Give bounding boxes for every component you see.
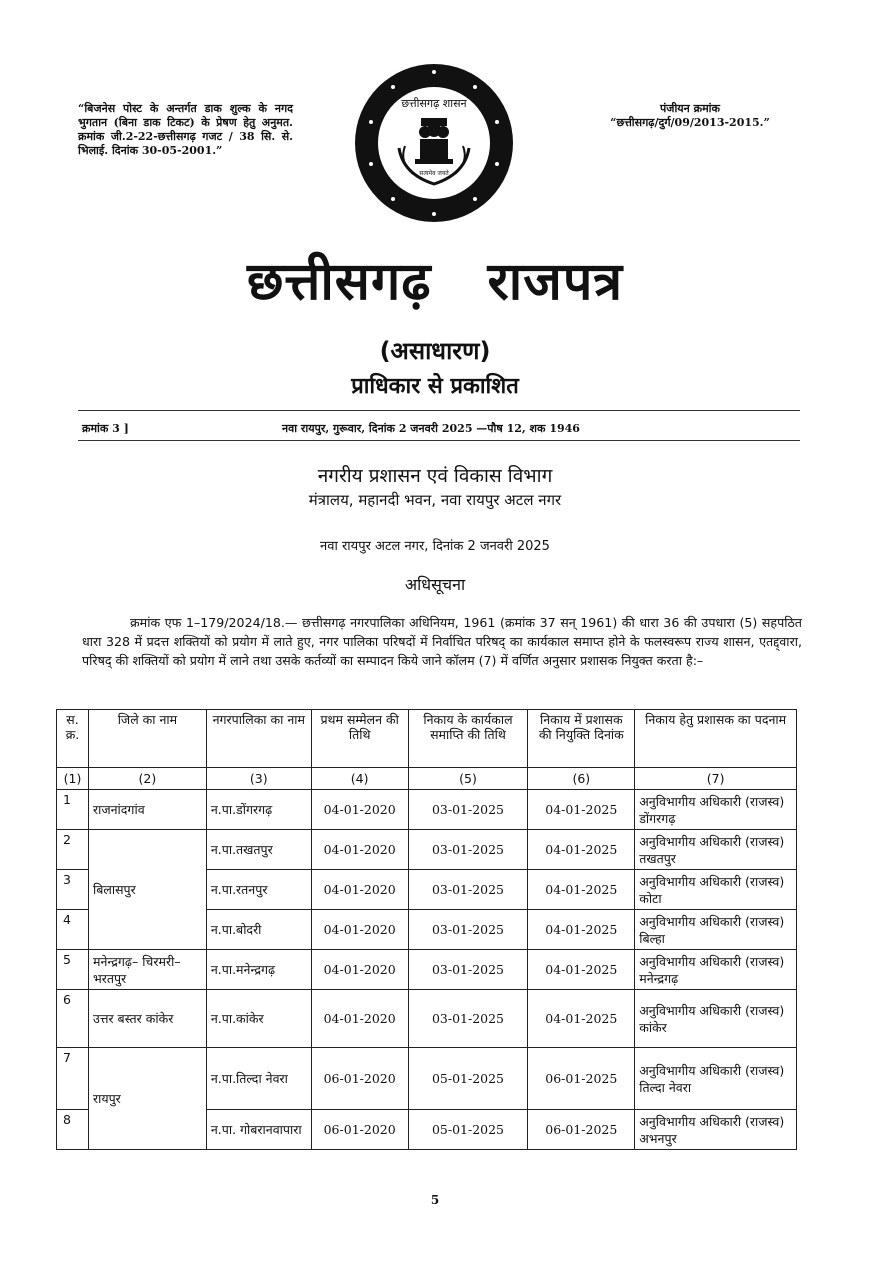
term-end-date: 05-01-2025 [408,1110,528,1150]
term-end-date: 03-01-2025 [408,830,528,870]
registration-label: पंजीयन क्रमांक [660,102,720,115]
municipality-name: न.पा.मनेन्द्रगढ़ [206,950,311,990]
appointment-date: 06-01-2025 [528,1048,635,1110]
administrator-designation: अनुविभागीय अधिकारी (राजस्व) तखतपुर [635,830,797,870]
municipality-name: न.पा.तखतपुर [206,830,311,870]
header-cell: निकाय हेतु प्रशासक का पदनाम [635,710,797,768]
administrator-designation: अनुविभागीय अधिकारी (राजस्व) बिल्हा [635,910,797,950]
administrator-designation: अनुविभागीय अधिकारी (राजस्व) मनेन्द्रगढ़ [635,950,797,990]
col-number: (1) [57,768,89,790]
serial-number: 3 [57,870,89,910]
serial-number: 1 [57,790,89,830]
table-row [57,990,797,1048]
district-name: उत्तर बस्तर कांकेर [88,990,206,1048]
appointment-date: 04-01-2025 [528,870,635,910]
issue-number: क्रमांक 3 ] [82,422,129,435]
notification-paragraph: क्रमांक एफ 1–179/2024/18.— छत्तीसगढ़ नगरपालिका अधिनियम, 1961 (क्रमांक 37 सन् 1961) की धारा 36 की उपधारा (5) सहपठित धारा 328 में प्रदत्त शक्तियों को प्रयोग में लाते हुए, नगर पालिका परिषदों में निर्वाचित परिषद् का कार्यकाल समाप्त होने के फलस्वरूप राज्य शासन, एतद्द्वारा, परिषद् की शक्तियों को प्रयोग में लाने तथा उसके कर्तव्यों का सम्पादन किये जाने कॉलम (7) में वर्णित अनुसार प्रशासक नियुक्त करता है:– [82,615,802,668]
divider [78,440,800,441]
appointment-date: 04-01-2025 [528,990,635,1048]
first-meeting-date: 04-01-2020 [311,830,408,870]
postal-permit-note: “बिजनेस पोस्ट के अन्तर्गत डाक शुल्क के नगद भुगतान (बिना डाक टिकट) के प्रेषण हेतु अनुमत. क्रमांक जी.2-22-छत्तीसगढ़ गजट / 38 सि. से. भिलाई. दिनांक 30-05-2001.” [78,102,293,157]
district-name: राजनांदगांव [88,790,206,830]
extraordinary-label: (असाधारण) [379,337,491,365]
administrator-designation: अनुविभागीय अधिकारी (राजस्व) कांकेर [635,990,797,1048]
serial-number: 5 [57,950,89,990]
first-meeting-date: 06-01-2020 [311,1048,408,1110]
state-seal-icon [353,62,515,224]
col-number: (4) [311,768,408,790]
first-meeting-date: 04-01-2020 [311,990,408,1048]
term-end-date: 03-01-2025 [408,950,528,990]
administrator-designation: अनुविभागीय अधिकारी (राजस्व) तिल्दा नेवरा [635,1048,797,1110]
table-row [57,950,797,990]
serial-number: 8 [57,1110,89,1150]
term-end-date: 03-01-2025 [408,870,528,910]
term-end-date: 03-01-2025 [408,910,528,950]
serial-number: 2 [57,830,89,870]
municipality-name: न.पा.बोदरी [206,910,311,950]
column-number-row [57,768,797,790]
col-number: (6) [528,768,635,790]
title-word-2: राजपत्र [487,252,624,312]
appointment-date: 04-01-2025 [528,790,635,830]
serial-number: 7 [57,1048,89,1110]
seal-motto: सत्यमेव जयते [419,170,449,177]
table-header-row [57,710,797,768]
first-meeting-date: 04-01-2020 [311,910,408,950]
header-cell: प्रथम सम्मेलन की तिथि [311,710,408,768]
title-word-1: छत्तीसगढ़ [246,252,432,312]
place-date: नवा रायपुर अटल नगर, दिनांक 2 जनवरी 2025 [320,539,550,554]
header-cell: जिले का नाम [88,710,206,768]
header-cell: निकाय में प्रशासक की नियुक्ति दिनांक [528,710,635,768]
table-row [57,1048,797,1110]
administrator-designation: अनुविभागीय अधिकारी (राजस्व) कोटा [635,870,797,910]
table-row [57,790,797,830]
first-meeting-date: 06-01-2020 [311,1110,408,1150]
appointment-date: 04-01-2025 [528,910,635,950]
administrator-designation: अनुविभागीय अधिकारी (राजस्व) डोंगरगढ़ [635,790,797,830]
municipality-name: न.पा.रतनपुर [206,870,311,910]
first-meeting-date: 04-01-2020 [311,790,408,830]
first-meeting-date: 04-01-2020 [311,870,408,910]
municipality-name: न.पा.डोंगरगढ़ [206,790,311,830]
registration-number: “छत्तीसगढ़/दुर्ग/09/2013-2015.” [610,116,770,129]
registration-note [585,102,795,130]
district-name: रायपुर [88,1048,206,1150]
authority-label: प्राधिकार से प्रकाशित [351,374,519,399]
administrator-table [56,709,797,1150]
municipality-name: न.पा.तिल्दा नेवरा [206,1048,311,1110]
appointment-date: 04-01-2025 [528,950,635,990]
col-number: (3) [206,768,311,790]
col-number: (7) [635,768,797,790]
term-end-date: 05-01-2025 [408,1048,528,1110]
appointment-date: 04-01-2025 [528,830,635,870]
district-name: बिलासपुर [88,830,206,950]
appointment-date: 06-01-2025 [528,1110,635,1150]
first-meeting-date: 04-01-2020 [311,950,408,990]
table-row [57,830,797,870]
term-end-date: 03-01-2025 [408,790,528,830]
district-name: मनेन्द्रगढ़– चिरमरी– भरतपुर [88,950,206,990]
divider [78,410,800,411]
department-name: नगरीय प्रशासन एवं विकास विभाग [317,465,553,487]
col-number: (5) [408,768,528,790]
page-number: 5 [430,1193,440,1207]
header-cell: निकाय के कार्यकाल समाप्ति की तिथि [408,710,528,768]
seal-title: छत्तीसगढ़ शासन [401,97,467,110]
department-address: मंत्रालय, महानदी भवन, नवा रायपुर अटल नगर [308,491,562,509]
notification-title: अधिसूचना [404,575,466,594]
term-end-date: 03-01-2025 [408,990,528,1048]
header-cell: स. क्र. [57,710,89,768]
gazette-title [0,244,870,315]
municipality-name: न.पा.कांकेर [206,990,311,1048]
col-number: (2) [88,768,206,790]
header-cell: नगरपालिका का नाम [206,710,311,768]
serial-number: 4 [57,910,89,950]
issue-date: नवा रायपुर, गुरूवार, दिनांक 2 जनवरी 2025 —पौष 12, शक 1946 [282,422,580,435]
municipality-name: न.पा. गोबरानवापारा [206,1110,311,1150]
administrator-designation: अनुविभागीय अधिकारी (राजस्व) अभनपुर [635,1110,797,1150]
serial-number: 6 [57,990,89,1048]
